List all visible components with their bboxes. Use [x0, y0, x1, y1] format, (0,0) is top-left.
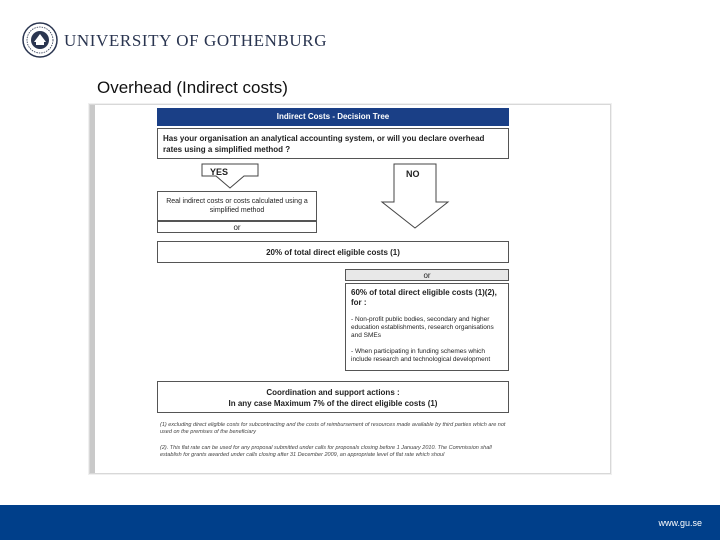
coordination-line-1: Coordination and support actions : — [266, 388, 400, 397]
sixty-percent-title: 60% of total direct eligible costs (1)(2), for : — [351, 288, 497, 307]
decision-tree-header: Indirect Costs - Decision Tree — [157, 108, 509, 126]
coordination-box — [157, 381, 509, 413]
sixty-percent-box — [345, 283, 509, 371]
footer-url[interactable]: www.gu.se — [658, 518, 702, 528]
yes-arrow-icon — [200, 162, 260, 190]
real-costs-box: Real indirect costs or costs calculated using a simplified method — [157, 191, 317, 221]
question-box: Has your organisation an analytical accounting system, or will you declare overhead rates using a simplified method ? — [157, 128, 509, 159]
figure-edge — [90, 105, 95, 473]
yes-label: YES — [210, 167, 229, 177]
university-seal-icon — [22, 22, 58, 58]
decision-tree-figure — [89, 104, 611, 474]
sixty-percent-item-2: - When participating in funding schemes which include research and technological development — [351, 348, 491, 363]
university-name: UNIVERSITY OF GOTHENBURG — [64, 31, 328, 50]
sixty-percent-item-1: - Non-profit public bodies, secondary and higher education establishments, research organisations and SMEs — [351, 316, 494, 339]
slide-title: Overhead (Indirect costs) — [97, 78, 288, 97]
no-label: NO — [406, 169, 420, 179]
or-box-2: or — [345, 269, 509, 281]
footer-bar — [0, 505, 720, 540]
or-box-1: or — [157, 221, 317, 233]
twenty-percent-box: 20% of total direct eligible costs (1) — [157, 241, 509, 263]
footnote-2: (2). This flat rate can be used for any proposal submitted under calls for proposals closing before 1 January 2010. The Commission shall establish for grants awarded under calls closing after 31 December 2009, an appropriate level of flat rate which shoul — [160, 445, 492, 458]
coordination-line-2: In any case Maximum 7% of the direct eligible costs (1) — [228, 399, 438, 408]
footnote-1: (1) excluding direct eligible costs for subcontracting and the costs of reimbursement of resources made available by third parties which are not used on the premises of the beneficiary — [160, 422, 506, 435]
